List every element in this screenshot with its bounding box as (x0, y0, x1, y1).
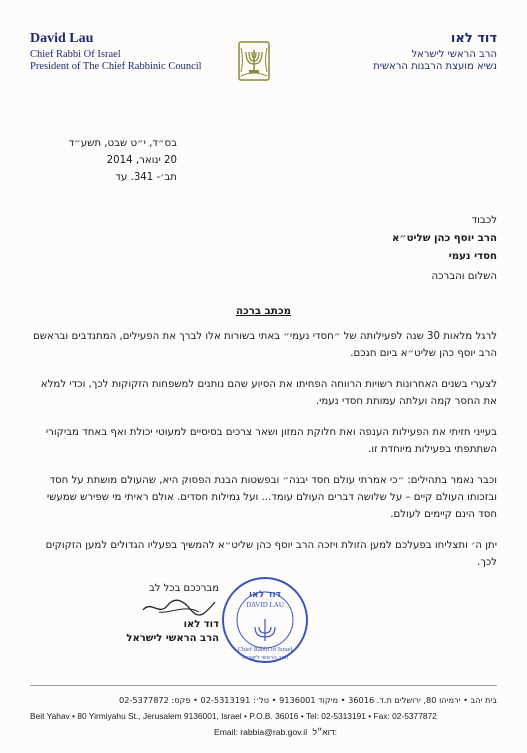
footer-email (214, 727, 337, 737)
body-paragraph-4: וכבר נאמר בתהילים: ״כי אמרתי עולם חסד יבנה״ ובפשטות הבנת הפסוק היא, שהעולם מושתת על חסד ובזכותו העולם קיים – על שלושה דברים העולם עומד... ועל גמילות חסדים. אולם ראיתי מי שפירש שמעשי חסד הינם קיימים לעולם. (46, 475, 497, 520)
header-name-he: דוד לאו (450, 31, 497, 46)
letter-body (30, 328, 497, 571)
reference-number: תב׳- 341. עד (115, 172, 177, 183)
footer-english-address: Beit Yahav • 80 Yirmiyahu St., Jerusalem 9136001, Israel • P.O.B. 36016 • Tel: 02-5313191 • Fax: 02-5377872 (30, 711, 437, 721)
menorah-emblem-icon (236, 40, 272, 84)
header-council-en: President of The Chief Rabbinic Council (30, 61, 202, 72)
dateline (69, 135, 177, 186)
footer-email-link[interactable]: Email: rabbia@rab.gov.il (214, 727, 308, 737)
footer-divider (30, 685, 497, 686)
signature-title: הרב הראשי לישראל (126, 633, 219, 644)
footer-hebrew-address: בית יהב • ירמיהו 80, ירושלים ת.ד. 36016 • מיקוד 9136001 • טל׳: 02-5313191 • פקס: 02-5377872 (119, 695, 497, 705)
header-english (30, 31, 202, 73)
signature-closing: מברככם בכל לב (148, 583, 219, 594)
recipient-block (392, 212, 497, 266)
subject-title: מכתב ברכה (236, 306, 291, 317)
header-name-en: David Lau (30, 31, 94, 46)
recipient-name: הרב יוסף כהן שליט״א (391, 233, 497, 244)
body-paragraph-2: לצערי בשנים האחרונות רשויות הרווחה הפחיתו את הסיוע שהם נותנים למשפחות הזקוקות לכך, וכדי למלא את החסר קמה ועלתה עמותת חסדי נעמי. (40, 379, 497, 407)
header-title-he: הרב הראשי לישראל (411, 49, 497, 60)
body-paragraph-5: יתן ה׳ ותצליחו בפעלכם למען הזולת ויזכה הרב יוסף כהן שליט״א להמשיך בפעליו הגדולים למען הזקוקים לכך. (45, 540, 497, 568)
official-stamp (220, 575, 310, 665)
body-paragraph-1: לרגל מלאות 30 שנה לפעילותה של ״חסדי נעמי״ באתי בשורות אלו לברך את הפעילים, המתנדבים ובראשם הרב יוסף כהן שליט״א ביום חגכם. (33, 331, 497, 359)
body-paragraph-3: בעייני חזיתי את הפעילות הענפה ואת חלוקת המזון ושאר צרכים בסיסיים למעוטי יכולת ואף באחד מביקורי השתתפתי בפעילות מיוחדת זו. (45, 427, 497, 455)
signature-block (109, 582, 219, 646)
stamp-title-he: הרב הראשי לישראל (241, 655, 289, 661)
hebrew-date: בס״ד, י״ט שבט, תשע״ד (68, 138, 177, 149)
stamp-seal-icon (220, 575, 310, 665)
gregorian-date: 20 ינואר, 2014 (106, 155, 177, 166)
stamp-title-en: Chief Rabbi of Israel (237, 646, 293, 653)
footer-email-label-he: דוא״ל: (312, 727, 338, 737)
greeting: השלום והברכה (431, 271, 497, 282)
header-council-he: נשיא מועצת הרבנות הראשית (373, 61, 497, 72)
recipient-org: חסדי נעמי (448, 251, 497, 262)
stamp-name-he: דוד לאו (249, 590, 281, 600)
handwritten-signature (139, 596, 219, 618)
header-hebrew (373, 31, 497, 73)
recipient-to: לכבוד (471, 215, 497, 226)
state-emblem (236, 40, 272, 84)
stamp-name-en: DAVID LAU (246, 601, 284, 609)
signature-name: דוד לאו (183, 619, 219, 630)
header-title-en: Chief Rabbi Of Israel (30, 49, 121, 60)
